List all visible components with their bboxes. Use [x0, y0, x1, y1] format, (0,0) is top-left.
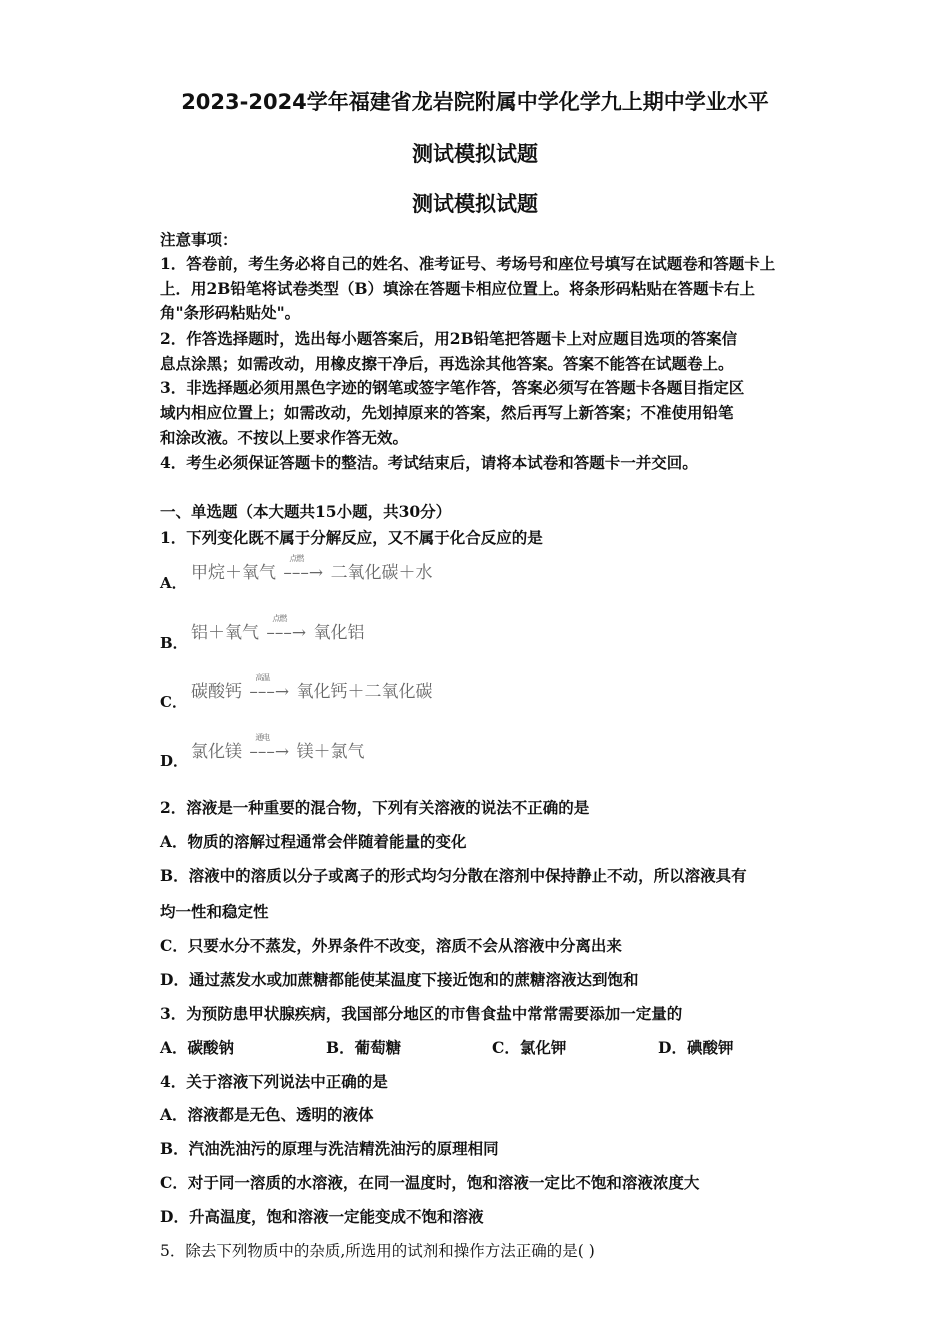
reaction-arrow: 点燃 –––→ — [266, 614, 307, 643]
notice-line: 4．考生必须保证答题卡的整洁。考试结束后，请将本试卷和答题卡一并交回。 — [160, 453, 698, 472]
reaction-condition: 点燃 — [272, 614, 287, 623]
option-a: A．物质的溶解过程通常会伴随着能量的变化 — [160, 832, 467, 851]
option-a: A．碳酸钠 — [160, 1038, 235, 1057]
question-stem: 2．溶液是一种重要的混合物，下列有关溶液的说法不正确的是 — [160, 798, 590, 817]
title-line-3: 测试模拟试题 — [412, 192, 538, 216]
reactants: 甲烷＋氧气 — [191, 563, 276, 583]
reaction-formula — [191, 614, 365, 643]
question-stem: 5．除去下列物质中的杂质,所选用的试剂和操作方法正确的是( ) — [160, 1242, 595, 1260]
option-b: B．葡萄糖 — [326, 1038, 402, 1057]
reaction-condition: 点燃 — [289, 554, 304, 563]
option-b: B．汽油洗油污的原理与洗洁精洗油污的原理相同 — [160, 1139, 499, 1158]
option-label: D． — [160, 752, 189, 770]
option-label: A． — [160, 574, 187, 592]
reaction-formula — [191, 673, 433, 702]
question-stem: 1．下列变化既不属于分解反应，又不属于化合反应的是 — [160, 528, 543, 547]
option-a: A．溶液都是无色、透明的液体 — [160, 1105, 374, 1124]
option-c: C．对于同一溶质的水溶液，在同一温度时，饱和溶液一定比不饱和溶液浓度大 — [160, 1173, 700, 1192]
reaction-arrow: 通电 –––→ — [249, 733, 290, 762]
products: 氧化铝 — [313, 623, 365, 643]
reaction-formula — [191, 554, 433, 583]
notice-line: 息点涂黑；如需改动，用橡皮擦干净后，再选涂其他答案。答案不能答在试题卷上。 — [160, 354, 734, 373]
notice-line: 域内相应位置上；如需改动，先划掉原来的答案，然后再写上新答案；不准使用铅笔 — [160, 403, 734, 422]
notice-heading: 注意事项： — [160, 230, 238, 249]
reactants: 碳酸钙 — [191, 682, 242, 702]
option-d: D．升高温度，饱和溶液一定能变成不饱和溶液 — [160, 1207, 484, 1226]
products: 氧化钙＋二氧化碳 — [296, 682, 433, 702]
products: 二氧化碳＋水 — [330, 563, 433, 583]
question-stem: 4．关于溶液下列说法中正确的是 — [160, 1072, 388, 1091]
notice-line: 2．作答选择题时，选出每小题答案后，用2B铅笔把答题卡上对应题目选项的答案信 — [160, 329, 738, 348]
option-d: D．通过蒸发水或加蔗糖都能使某温度下接近饱和的蔗糖溶液达到饱和 — [160, 970, 639, 989]
title-line-2: 测试模拟试题 — [412, 142, 538, 166]
question-stem: 3．为预防患甲状腺疾病，我国部分地区的市售食盐中常常需要添加一定量的 — [160, 1004, 683, 1023]
products: 镁＋氯气 — [296, 742, 365, 762]
option-c: C．氯化钾 — [492, 1038, 567, 1057]
section-heading: 一、单选题（本大题共15小题，共30分） — [160, 502, 452, 521]
reactants: 氯化镁 — [191, 742, 242, 762]
notice-line: 角"条形码粘贴处"。 — [160, 303, 301, 322]
option-b-continued: 均一性和稳定性 — [160, 902, 269, 921]
option-label: B． — [160, 634, 188, 652]
notice-line: 上．用2B铅笔将试卷类型（B）填涂在答题卡相应位置上。将条形码粘贴在答题卡右上 — [160, 279, 755, 298]
reactants: 铝＋氧气 — [191, 623, 259, 643]
reaction-arrow: 高温 –––→ — [249, 673, 290, 702]
notice-line: 3．非选择题必须用黑色字迹的钢笔或签字笔作答，答案必须写在答题卡各题目指定区 — [160, 378, 745, 397]
option-label: C． — [160, 693, 187, 711]
option-d: D．碘酸钾 — [658, 1038, 734, 1057]
option-c: C．只要水分不蒸发，外界条件不改变，溶质不会从溶液中分离出来 — [160, 936, 622, 955]
notice-line: 1．答卷前，考生务必将自己的姓名、准考证号、考场号和座位号填写在试题卷和答题卡上 — [160, 254, 776, 273]
title-line-1: 2023-2024学年福建省龙岩院附属中学化学九上期中学业水平 — [181, 90, 769, 114]
reaction-formula — [191, 733, 365, 762]
reaction-condition: 通电 — [255, 733, 270, 742]
reaction-condition: 高温 — [255, 673, 270, 682]
option-b: B．溶液中的溶质以分子或离子的形式均匀分散在溶剂中保持静止不动，所以溶液具有 — [160, 866, 747, 885]
reaction-arrow: 点燃 –––→ — [283, 554, 324, 583]
notice-line: 和涂改液。不按以上要求作答无效。 — [160, 428, 409, 447]
